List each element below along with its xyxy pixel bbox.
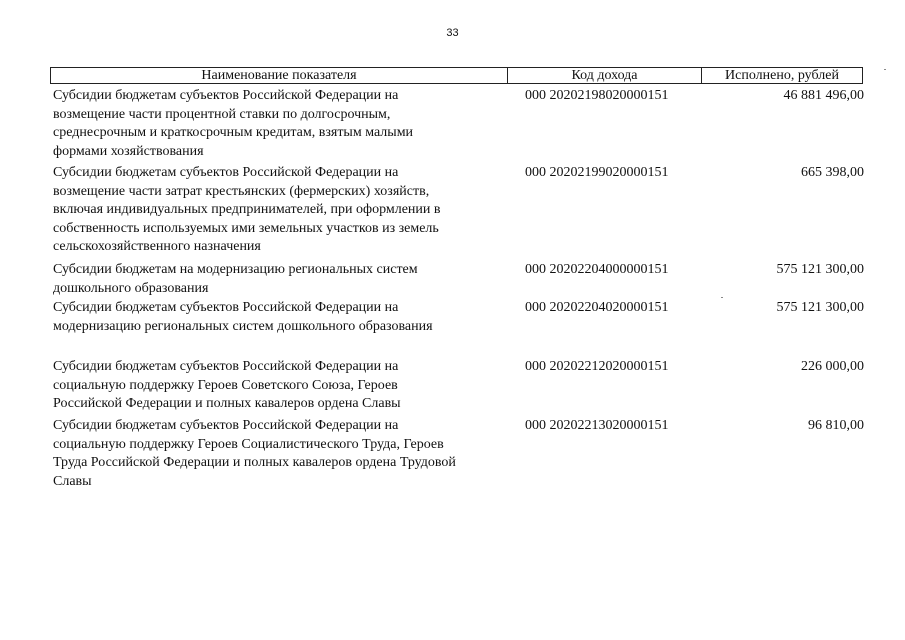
row-name-line: среднесрочным и краткосрочным кредитам, взятым малыми bbox=[53, 125, 414, 140]
table-header bbox=[50, 67, 863, 84]
row-amount: 665 398,00 bbox=[801, 165, 864, 180]
row-name bbox=[53, 417, 493, 491]
row-code: 000 20202212020000151 bbox=[525, 359, 669, 374]
row-name-line: формами хозяйствования bbox=[53, 143, 204, 159]
row-code: 000 20202199020000151 bbox=[525, 165, 669, 180]
row-name bbox=[53, 164, 493, 257]
header-name: Наименование показателя bbox=[51, 68, 508, 83]
row-name-line: дошкольного образования bbox=[53, 280, 209, 296]
row-name-line: сельскохозяйственного назначения bbox=[53, 239, 261, 254]
row-name-line: социальную поддержку Героев Советского Союза, Героев bbox=[53, 377, 398, 393]
row-name-line: Славы bbox=[53, 473, 92, 489]
row-amount: 575 121 300,00 bbox=[776, 300, 864, 315]
row-code: 000 20202198020000151 bbox=[525, 88, 669, 103]
header-code: Код дохода bbox=[508, 68, 702, 83]
row-name-line: включая индивидуальных предпринимателей, при оформлении в bbox=[53, 202, 441, 217]
header-amount: Исполнено, рублей bbox=[725, 68, 839, 83]
row-amount: 96 810,00 bbox=[808, 418, 864, 433]
row-name bbox=[53, 358, 493, 414]
row-name-line: возмещение части процентной ставки по долгосрочным, bbox=[53, 106, 391, 122]
row-name bbox=[53, 87, 493, 161]
row-name bbox=[53, 299, 493, 336]
row-name-line: Субсидии бюджетам субъектов Российской Федерации на bbox=[53, 418, 399, 433]
scan-speck bbox=[884, 69, 886, 70]
row-name-line: Субсидии бюджетам субъектов Российской Федерации на bbox=[53, 165, 399, 180]
row-code: 000 20202204000000151 bbox=[525, 262, 669, 277]
row-amount: 226 000,00 bbox=[801, 359, 864, 374]
row-name-line: собственность используемых ими земельных участков из земель bbox=[53, 220, 439, 236]
row-amount: 46 881 496,00 bbox=[783, 88, 864, 103]
row-name-line: Субсидии бюджетам субъектов Российской Федерации на bbox=[53, 359, 399, 374]
row-amount: 575 121 300,00 bbox=[776, 262, 864, 277]
row-name bbox=[53, 261, 493, 298]
row-code: 000 20202204020000151 bbox=[525, 300, 669, 315]
row-name-line: возмещение части затрат крестьянских (фермерских) хозяйств, bbox=[53, 183, 430, 199]
scan-speck bbox=[721, 297, 723, 298]
row-name-line: модернизацию региональных систем дошкольного образования bbox=[53, 318, 433, 334]
row-name-line: Российской Федерации и полных кавалеров ордена Славы bbox=[53, 396, 401, 411]
row-name-line: Субсидии бюджетам субъектов Российской Федерации на bbox=[53, 88, 399, 103]
row-name-line: социальную поддержку Героев Социалистического Труда, Героев bbox=[53, 436, 444, 452]
page-number: 33 bbox=[446, 27, 459, 39]
row-name-line: Труда Российской Федерации и полных кавалеров ордена Трудовой bbox=[53, 455, 456, 470]
row-name-line: Субсидии бюджетам на модернизацию региональных систем bbox=[53, 262, 418, 277]
row-name-line: Субсидии бюджетам субъектов Российской Федерации на bbox=[53, 300, 399, 315]
row-code: 000 20202213020000151 bbox=[525, 418, 669, 433]
